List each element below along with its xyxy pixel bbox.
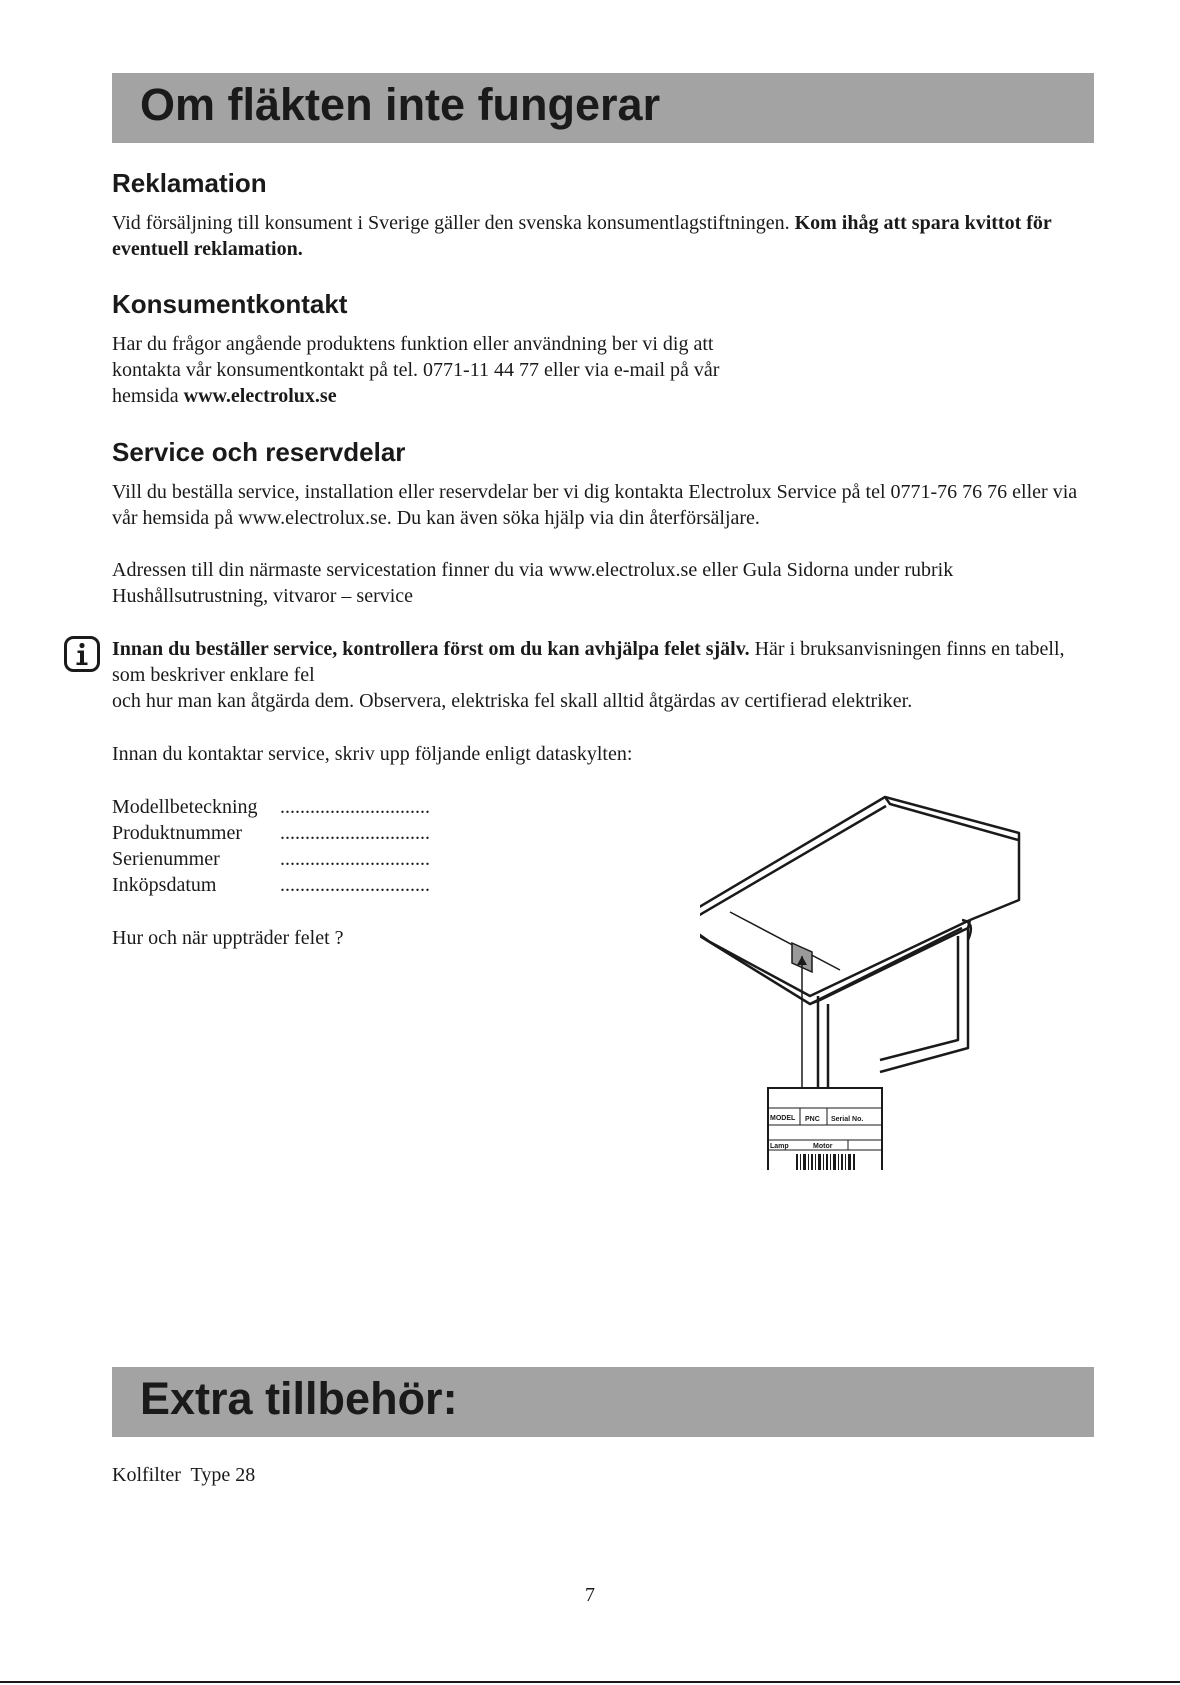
website-link[interactable]: www.electrolux.se (183, 385, 337, 407)
konsumentkontakt-line3 (112, 383, 812, 409)
plate-lamp-label: Lamp (770, 1143, 789, 1150)
field-dots: .............................. (280, 822, 430, 844)
service-paragraph2: Adressen till din närmaste servicestation finner du via www.electrolux.se eller Gula Sidorna under rubrik Hushållsutrustning, vitvaror – service (112, 559, 954, 607)
plate-model-label: MODEL (770, 1115, 796, 1122)
service-paragraph1: Vill du beställa service, installation eller reservdelar ber vi dig kontakta Electrolux Service på tel 0771-76 76 76 eller via vår hemsida på www.electrolux.se. Du kan även söka hjälp via din återförsäljare. (112, 481, 1078, 529)
service-question: Hur och när uppträder felet ? (112, 927, 344, 949)
field-dots: .............................. (280, 848, 430, 870)
field-row-serial (112, 846, 430, 872)
field-label: Modellbeteckning (112, 796, 258, 818)
section-title: Om fläkten inte fungerar (140, 79, 661, 130)
section-banner-fault (112, 73, 1094, 143)
heading-konsumentkontakt: Konsumentkontakt (112, 289, 348, 319)
rating-plate (768, 1088, 882, 1170)
heading-service: Service och reservdelar (112, 437, 406, 467)
field-row-date (112, 872, 430, 898)
page-number: 7 (585, 1584, 595, 1606)
field-row-product (112, 820, 430, 846)
konsumentkontakt-line2: kontakta vår konsumentkontakt på tel. 0771-11 44 77 eller via e-mail på vår (112, 359, 720, 381)
section-title: Extra tillbehör: (140, 1373, 458, 1424)
service-note-line2: och hur man kan åtgärda dem. Observera, elektriska fel skall alltid åtgärdas av certifierad elektriker. (112, 690, 913, 712)
plate-pnc-label: PNC (805, 1116, 820, 1123)
reklamation-text (112, 210, 1092, 262)
service-note-bold: Innan du beställer service, kontrollera först om du kan avhjälpa felet själv. (112, 638, 750, 660)
accessory-item: Kolfilter Type 28 (112, 1464, 256, 1486)
info-icon (64, 636, 100, 672)
reklamation-text-regular: Vid försäljning till konsument i Sverige gäller den svenska konsumentlagstiftningen. (112, 212, 795, 234)
service-note-rest: Här i bruksanvisningen finns en tabell, som beskriver enklare fel (112, 638, 1065, 686)
service-note (112, 636, 1102, 714)
heading-reklamation: Reklamation (112, 168, 267, 198)
field-label: Produktnummer (112, 822, 242, 844)
service-instruction: Innan du kontaktar service, skriv upp följande enligt dataskylten: (112, 743, 633, 765)
konsumentkontakt-line1: Har du frågor angående produktens funktion eller användning ber vi dig att (112, 333, 714, 355)
plate-serial-label: Serial No. (831, 1116, 864, 1123)
konsumentkontakt-text (112, 331, 812, 409)
field-row-model (112, 794, 430, 820)
plate-motor-label: Motor (813, 1143, 833, 1150)
section-banner-accessories (112, 1367, 1094, 1437)
konsumentkontakt-line3-prefix: hemsida (112, 385, 184, 407)
field-dots: .............................. (280, 796, 430, 818)
field-label: Serienummer (112, 848, 220, 870)
reklamation-text-bold: Kom ihåg att spara kvittot för eventuell reklamation. (112, 212, 1052, 260)
bottom-rule (0, 1681, 1180, 1683)
field-label: Inköpsdatum (112, 874, 217, 896)
field-dots: .............................. (280, 874, 430, 896)
hood-rating-plate-illustration (700, 790, 1040, 1170)
